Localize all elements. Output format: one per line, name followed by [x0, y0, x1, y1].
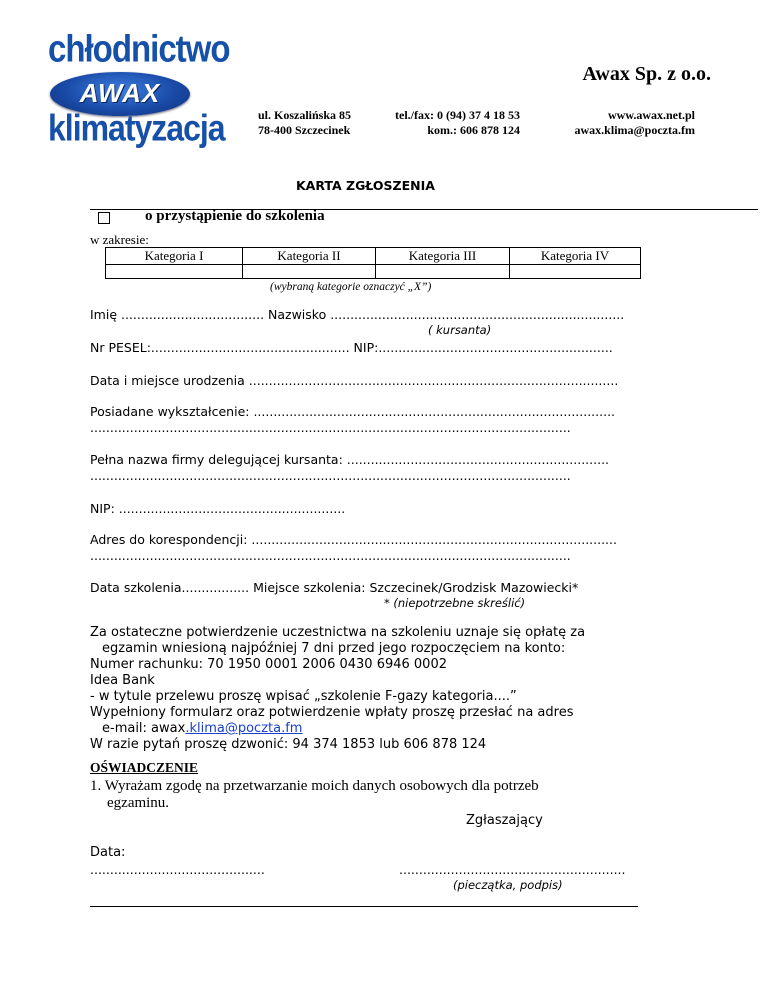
- category-mark-cell[interactable]: [106, 265, 243, 279]
- contact-line-2: kom.: 606 878 124: [427, 123, 520, 137]
- pesel-nip-field[interactable]: Nr PESEL:.................................................. NIP:...........................................................: [90, 340, 613, 355]
- logo-top-text: chłodnictwo: [48, 27, 230, 70]
- bottom-divider: [90, 906, 638, 907]
- contact-line-1: tel./fax: 0 (94) 37 4 18 53: [395, 108, 520, 122]
- bank-name: Idea Bank: [90, 673, 155, 688]
- email-line: [90, 721, 585, 737]
- date-dots[interactable]: ............................................: [90, 862, 265, 877]
- training-note: * (niepotrzebne skreślić): [384, 596, 526, 610]
- stamp-note: (pieczątka, podpis): [453, 878, 563, 892]
- category-header: Kategoria III: [376, 248, 510, 265]
- payment-block: [90, 625, 585, 753]
- company-name: Awax Sp. z o.o.: [582, 63, 711, 85]
- web-block: [540, 108, 695, 138]
- apply-label: o przystąpienie do szkolenia: [145, 208, 325, 224]
- category-mark-row: [106, 265, 641, 279]
- category-note: (wybraną kategorie oznaczyć „X”): [270, 281, 432, 293]
- address-block: [258, 108, 351, 138]
- address-line-1: ul. Koszalińska 85: [258, 108, 352, 122]
- scope-label: w zakresie:: [90, 232, 149, 247]
- statement-line-1: 1. Wyrażam zgodę na przetwarzanie moich danych osobowych dla potrzeb: [90, 778, 539, 794]
- apply-checkbox[interactable]: [98, 212, 110, 224]
- send-instruction: Wypełniony formularz oraz potwierdzenie wpłaty proszę przesłać na adres: [90, 705, 574, 720]
- website-text: www.awax.net.pl: [607, 108, 695, 122]
- firm-field[interactable]: Pełna nazwa firmy delegującej kursanta: ..................................................................: [90, 452, 610, 467]
- logo-brand-text: AWAX: [79, 78, 161, 108]
- education-continuation[interactable]: .........................................................................................................................: [90, 420, 571, 435]
- category-header: Kategoria II: [243, 248, 376, 265]
- category-mark-cell[interactable]: [510, 265, 641, 279]
- payment-line-2: egzamin wniesioną najpóźniej 7 dni przed jego rozpoczęciem na konto:: [102, 641, 566, 656]
- signature-dots[interactable]: .........................................................: [399, 862, 626, 877]
- category-header-row: [106, 248, 641, 265]
- account-number: Numer rachunku: 70 1950 0001 2006 0430 6946 0002: [90, 657, 447, 672]
- date-label: Data:: [90, 845, 126, 860]
- statement-line-2: egzaminu.: [107, 795, 170, 811]
- category-mark-cell[interactable]: [243, 265, 376, 279]
- category-header: Kategoria IV: [510, 248, 641, 265]
- category-table: [105, 247, 641, 279]
- payment-line-1: Za ostateczne potwierdzenie uczestnictwa na szkoleniu uznaje się opłatę za: [90, 625, 586, 640]
- category-header: Kategoria I: [106, 248, 243, 265]
- form-title: KARTA ZGŁOSZENIA: [296, 178, 435, 193]
- birth-field[interactable]: Data i miejsce urodzenia .............................................................................................: [90, 373, 619, 388]
- statement-text: [90, 778, 539, 812]
- statement-heading: OŚWIADCZENIE: [90, 760, 199, 775]
- education-field[interactable]: Posiadane wykształcenie: ...........................................................................................: [90, 404, 616, 419]
- logo-bottom-text: klimatyzacja: [48, 107, 225, 149]
- kursanta-note: ( kursanta): [428, 323, 492, 337]
- applicant-label: Zgłaszający: [466, 813, 543, 828]
- nip-field[interactable]: NIP: .........................................................: [90, 501, 346, 516]
- category-mark-cell[interactable]: [376, 265, 510, 279]
- training-field[interactable]: Data szkolenia................. Miejsce szkolenia: Szczecinek/Grodzisk Mazowiecki*: [90, 580, 579, 595]
- email-text: awax.klima@poczta.fm: [574, 123, 695, 137]
- address-continuation[interactable]: .........................................................................................................................: [90, 548, 571, 563]
- firm-continuation[interactable]: .........................................................................................................................: [90, 468, 571, 483]
- email-prefix: e-mail: awax: [102, 721, 186, 736]
- name-field[interactable]: Imię .................................... Nazwisko ..........................................................................: [90, 307, 625, 322]
- transfer-title-note: - w tytule przelewu proszę wpisać „szkolenie F-gazy kategoria....”: [90, 689, 517, 704]
- email-link[interactable]: .klima@poczta.fm: [185, 721, 303, 736]
- phone-line: W razie pytań proszę dzwonić: 94 374 1853 lub 606 878 124: [90, 737, 487, 752]
- address-line-2: 78-400 Szczecinek: [258, 123, 351, 137]
- address-field[interactable]: Adres do korespondencji: ............................................................................................: [90, 532, 617, 547]
- contact-block: [370, 108, 520, 138]
